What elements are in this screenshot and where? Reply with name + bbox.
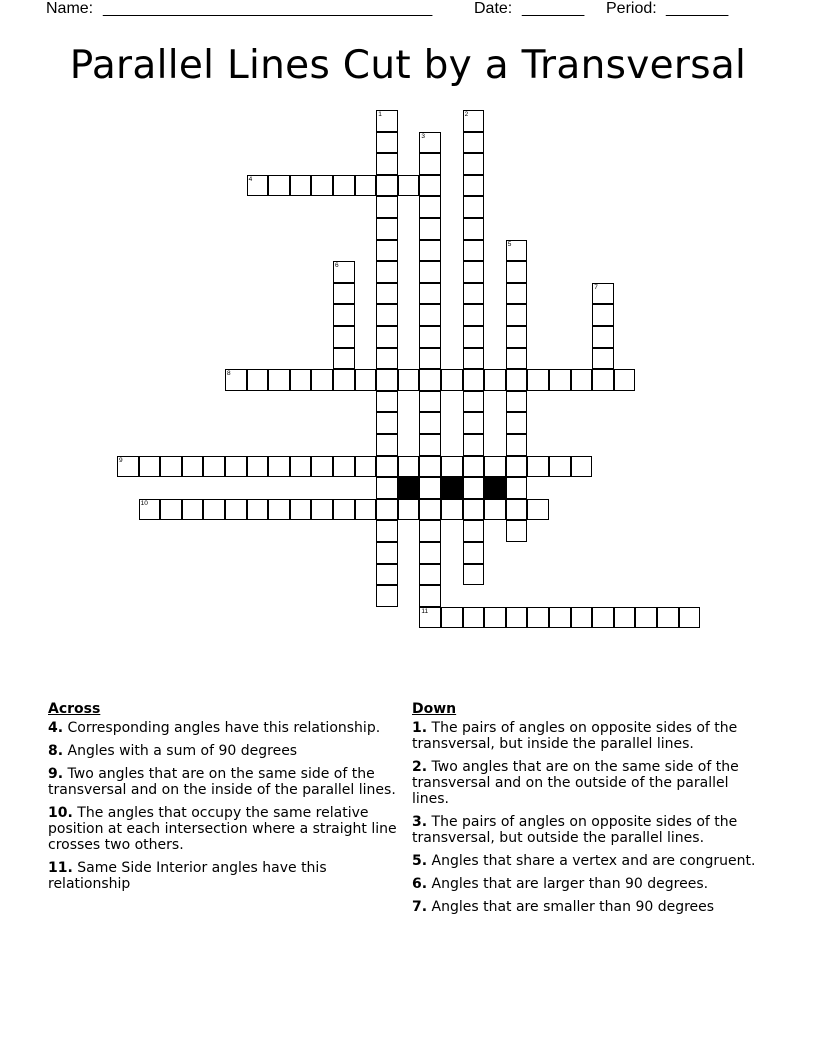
grid-cell[interactable] xyxy=(527,607,549,629)
clue-number: 9 xyxy=(119,456,123,464)
grid-cell[interactable] xyxy=(614,607,636,629)
grid-cell[interactable] xyxy=(463,391,485,413)
clue-item xyxy=(48,720,398,736)
grid-cell[interactable] xyxy=(398,456,420,478)
grid-cell[interactable] xyxy=(268,175,290,197)
grid-cell[interactable] xyxy=(268,456,290,478)
grid-cell[interactable] xyxy=(268,369,290,391)
clue-item-number: 1. xyxy=(412,720,428,736)
grid-cell[interactable] xyxy=(160,499,182,521)
grid-cell[interactable] xyxy=(463,369,485,391)
date-line: _______ xyxy=(522,0,585,17)
clue-item-text: Angles that share a vertex and are congruent. xyxy=(427,853,756,869)
clue-item-text: Angles with a sum of 90 degrees xyxy=(63,743,298,759)
grid-cell[interactable] xyxy=(527,456,549,478)
grid-cell[interactable] xyxy=(419,499,441,521)
grid-cell[interactable] xyxy=(419,304,441,326)
grid-cell[interactable] xyxy=(419,542,441,564)
grid-cell[interactable] xyxy=(376,132,398,154)
clue-item xyxy=(412,814,762,846)
grid-cell[interactable] xyxy=(571,369,593,391)
clue-item xyxy=(412,853,762,869)
grid-cell[interactable] xyxy=(592,607,614,629)
grid-cell[interactable] xyxy=(506,391,528,413)
grid-cell[interactable] xyxy=(506,283,528,305)
clue-number: 6 xyxy=(335,262,339,270)
grid-cell[interactable] xyxy=(484,369,506,391)
grid-cell[interactable] xyxy=(376,153,398,175)
grid-cell[interactable] xyxy=(376,542,398,564)
grid-cell[interactable] xyxy=(592,283,614,305)
grid-cell[interactable] xyxy=(592,348,614,370)
clue-number: 5 xyxy=(507,240,512,248)
grid-cell[interactable] xyxy=(355,175,377,197)
across-clues xyxy=(48,700,398,899)
clue-item-text: The pairs of angles on opposite sides of the transversal, but inside the parallel lines. xyxy=(412,720,738,752)
grid-cell[interactable] xyxy=(527,369,549,391)
grid-cell[interactable] xyxy=(376,499,398,521)
clue-item xyxy=(48,766,398,798)
grid-cell[interactable] xyxy=(333,456,355,478)
clue-number: 7 xyxy=(594,283,598,291)
grid-cell[interactable] xyxy=(355,456,377,478)
clue-item-text: Angles that are smaller than 90 degrees xyxy=(427,899,715,915)
grid-cell[interactable] xyxy=(484,456,506,478)
clue-item-text: Angles that are larger than 90 degrees. xyxy=(427,876,709,892)
clue-item-number: 4. xyxy=(48,720,64,736)
grid-cell[interactable] xyxy=(463,348,485,370)
grid-cell[interactable] xyxy=(247,456,269,478)
clue-item-number: 10. xyxy=(48,805,73,821)
grid-cell[interactable] xyxy=(592,369,614,391)
grid-cell[interactable] xyxy=(139,456,161,478)
grid-cell[interactable] xyxy=(549,607,571,629)
grid-cell[interactable] xyxy=(376,585,398,607)
grid-cell[interactable] xyxy=(506,326,528,348)
grid-cell[interactable] xyxy=(463,499,485,521)
grid-cell[interactable] xyxy=(225,499,247,521)
clue-item-number: 7. xyxy=(412,899,428,915)
name-line: _____________________________________ xyxy=(103,0,433,17)
grid-cell[interactable] xyxy=(463,304,485,326)
grid-cell[interactable] xyxy=(290,456,312,478)
grid-cell[interactable] xyxy=(506,412,528,434)
clue-item xyxy=(48,743,398,759)
clue-item-text: The pairs of angles on opposite sides of the transversal, but outside the parallel lines. xyxy=(412,814,738,846)
grid-cell[interactable] xyxy=(290,175,312,197)
grid-cell[interactable] xyxy=(311,369,333,391)
grid-cell[interactable] xyxy=(376,304,398,326)
grid-cell[interactable] xyxy=(225,456,247,478)
grid-cell[interactable] xyxy=(463,412,485,434)
grid-cell[interactable] xyxy=(419,412,441,434)
grid-cell[interactable] xyxy=(333,348,355,370)
grid-cell[interactable] xyxy=(203,499,225,521)
clue-item-number: 5. xyxy=(412,853,428,869)
grid-cell[interactable] xyxy=(441,607,463,629)
clue-item-number: 2. xyxy=(412,759,428,775)
clue-lists xyxy=(0,700,816,1040)
grid-cell[interactable] xyxy=(463,607,485,629)
clue-item-text: Two angles that are on the same side of the transversal and on the outside of the parallel lines. xyxy=(412,759,739,807)
grid-cell[interactable] xyxy=(139,499,161,521)
grid-cell[interactable] xyxy=(506,456,528,478)
clue-item-text: Corresponding angles have this relationship. xyxy=(63,720,381,736)
clue-item-number: 11. xyxy=(48,860,73,876)
grid-cell[interactable] xyxy=(419,261,441,283)
clue-number: 4 xyxy=(248,175,253,183)
grid-cell[interactable] xyxy=(398,175,420,197)
grid-cell[interactable] xyxy=(506,477,528,499)
clue-number: 8 xyxy=(227,370,231,378)
grid-cell[interactable] xyxy=(376,412,398,434)
grid-cell[interactable] xyxy=(376,456,398,478)
grid-cell[interactable] xyxy=(419,607,441,629)
grid-cell[interactable] xyxy=(419,175,441,197)
grid-cell[interactable] xyxy=(225,369,247,391)
down-clues xyxy=(412,700,762,922)
grid-cell[interactable] xyxy=(506,348,528,370)
grid-cell[interactable] xyxy=(398,499,420,521)
blocked-cell xyxy=(441,477,463,499)
grid-cell[interactable] xyxy=(376,520,398,542)
grid-cell[interactable] xyxy=(463,196,485,218)
grid-cell[interactable] xyxy=(376,434,398,456)
grid-cell[interactable] xyxy=(419,585,441,607)
grid-cell[interactable] xyxy=(419,348,441,370)
grid-cell[interactable] xyxy=(506,520,528,542)
grid-cell[interactable] xyxy=(333,499,355,521)
grid-cell[interactable] xyxy=(311,456,333,478)
grid-cell[interactable] xyxy=(376,261,398,283)
clue-number: 10 xyxy=(140,499,148,507)
clue-number: 3 xyxy=(421,132,426,140)
grid-cell[interactable] xyxy=(463,240,485,262)
grid-cell[interactable] xyxy=(333,304,355,326)
grid-cell[interactable] xyxy=(311,499,333,521)
grid-cell[interactable] xyxy=(506,499,528,521)
grid-cell[interactable] xyxy=(311,175,333,197)
clue-item xyxy=(412,759,762,807)
grid-cell[interactable] xyxy=(441,369,463,391)
grid-cell[interactable] xyxy=(549,369,571,391)
grid-cell[interactable] xyxy=(571,607,593,629)
clue-item-text: Same Side Interior angles have this relationship xyxy=(48,860,327,892)
grid-cell[interactable] xyxy=(571,456,593,478)
grid-cell[interactable] xyxy=(463,326,485,348)
grid-cell[interactable] xyxy=(333,326,355,348)
grid-cell[interactable] xyxy=(203,456,225,478)
clue-item-number: 6. xyxy=(412,876,428,892)
grid-cell[interactable] xyxy=(419,456,441,478)
grid-cell[interactable] xyxy=(463,218,485,240)
grid-cell[interactable] xyxy=(333,175,355,197)
grid-cell[interactable] xyxy=(333,283,355,305)
grid-cell[interactable] xyxy=(506,434,528,456)
grid-cell[interactable] xyxy=(463,434,485,456)
grid-cell[interactable] xyxy=(419,153,441,175)
grid-cell[interactable] xyxy=(635,607,657,629)
down-heading: Down xyxy=(412,701,457,717)
clue-number: 1 xyxy=(378,111,382,118)
grid-cell[interactable] xyxy=(614,369,636,391)
grid-cell[interactable] xyxy=(506,304,528,326)
grid-cell[interactable] xyxy=(463,175,485,197)
grid-cell[interactable] xyxy=(376,326,398,348)
grid-cell[interactable] xyxy=(463,153,485,175)
clue-item-text: Two angles that are on the same side of the transversal and on the inside of the parallel lines. xyxy=(48,766,396,798)
grid-cell[interactable] xyxy=(376,240,398,262)
clue-item-number: 9. xyxy=(48,766,64,782)
grid-cell[interactable] xyxy=(506,607,528,629)
clue-item-number: 3. xyxy=(412,814,428,830)
grid-cell[interactable] xyxy=(333,369,355,391)
grid-cell[interactable] xyxy=(247,175,269,197)
grid-cell[interactable] xyxy=(463,110,485,132)
grid-cell[interactable] xyxy=(657,607,679,629)
grid-cell[interactable] xyxy=(419,564,441,586)
grid-cell[interactable] xyxy=(376,564,398,586)
grid-cell[interactable] xyxy=(376,283,398,305)
grid-cell[interactable] xyxy=(419,240,441,262)
clue-item-number: 8. xyxy=(48,743,64,759)
grid-cell[interactable] xyxy=(419,326,441,348)
grid-cell[interactable] xyxy=(506,240,528,262)
grid-cell[interactable] xyxy=(419,477,441,499)
grid-cell[interactable] xyxy=(376,110,398,132)
grid-cell[interactable] xyxy=(419,283,441,305)
grid-cell[interactable] xyxy=(463,456,485,478)
grid-cell[interactable] xyxy=(290,499,312,521)
name-label: Name: xyxy=(46,0,94,17)
across-heading: Across xyxy=(48,701,101,717)
grid-cell[interactable] xyxy=(376,196,398,218)
grid-cell[interactable] xyxy=(463,520,485,542)
blocked-cell xyxy=(484,477,506,499)
grid-cell[interactable] xyxy=(419,196,441,218)
grid-cell[interactable] xyxy=(463,477,485,499)
grid-cell[interactable] xyxy=(506,261,528,283)
grid-cell[interactable] xyxy=(419,434,441,456)
clue-item xyxy=(412,720,762,752)
grid-cell[interactable] xyxy=(419,132,441,154)
blocked-cell xyxy=(398,477,420,499)
grid-cell[interactable] xyxy=(463,542,485,564)
period-label: Period: xyxy=(606,0,657,17)
grid-cell[interactable] xyxy=(419,391,441,413)
grid-cell[interactable] xyxy=(182,499,204,521)
grid-cell[interactable] xyxy=(117,456,139,478)
clue-number: 2 xyxy=(464,111,469,118)
grid-cell[interactable] xyxy=(592,304,614,326)
grid-cell[interactable] xyxy=(268,499,290,521)
grid-cell[interactable] xyxy=(441,499,463,521)
grid-cell[interactable] xyxy=(549,456,571,478)
clue-item xyxy=(412,876,762,892)
grid-cell[interactable] xyxy=(506,369,528,391)
grid-cell[interactable] xyxy=(463,132,485,154)
grid-cell[interactable] xyxy=(419,520,441,542)
grid-cell[interactable] xyxy=(376,175,398,197)
grid-cell[interactable] xyxy=(484,607,506,629)
clue-number: 11 xyxy=(421,607,429,615)
grid-cell[interactable] xyxy=(290,369,312,391)
grid-cell[interactable] xyxy=(419,369,441,391)
grid-cell[interactable] xyxy=(160,456,182,478)
grid-cell[interactable] xyxy=(679,607,701,629)
grid-cell[interactable] xyxy=(376,369,398,391)
grid-cell[interactable] xyxy=(376,218,398,240)
grid-cell[interactable] xyxy=(398,369,420,391)
grid-cell[interactable] xyxy=(592,326,614,348)
grid-cell[interactable] xyxy=(484,499,506,521)
grid-cell[interactable] xyxy=(355,369,377,391)
date-label: Date: xyxy=(474,0,513,17)
grid-cell[interactable] xyxy=(463,564,485,586)
grid-cell[interactable] xyxy=(333,261,355,283)
grid-cell[interactable] xyxy=(376,348,398,370)
grid-cell[interactable] xyxy=(527,499,549,521)
clue-item xyxy=(412,899,762,915)
grid-cell[interactable] xyxy=(441,456,463,478)
grid-cell[interactable] xyxy=(247,499,269,521)
clue-item xyxy=(48,805,398,853)
grid-cell[interactable] xyxy=(355,499,377,521)
grid-cell[interactable] xyxy=(182,456,204,478)
clue-item-text: The angles that occupy the same relative position at each intersection where a straight line crosses two others. xyxy=(48,805,397,853)
clue-item xyxy=(48,860,398,892)
page-title: Parallel Lines Cut by a Transversal xyxy=(69,43,747,88)
grid-cell[interactable] xyxy=(463,283,485,305)
grid-cell[interactable] xyxy=(463,261,485,283)
grid-cell[interactable] xyxy=(376,477,398,499)
grid-cell[interactable] xyxy=(419,218,441,240)
period-line: _______ xyxy=(666,0,729,17)
grid-cell[interactable] xyxy=(247,369,269,391)
grid-cell[interactable] xyxy=(376,391,398,413)
